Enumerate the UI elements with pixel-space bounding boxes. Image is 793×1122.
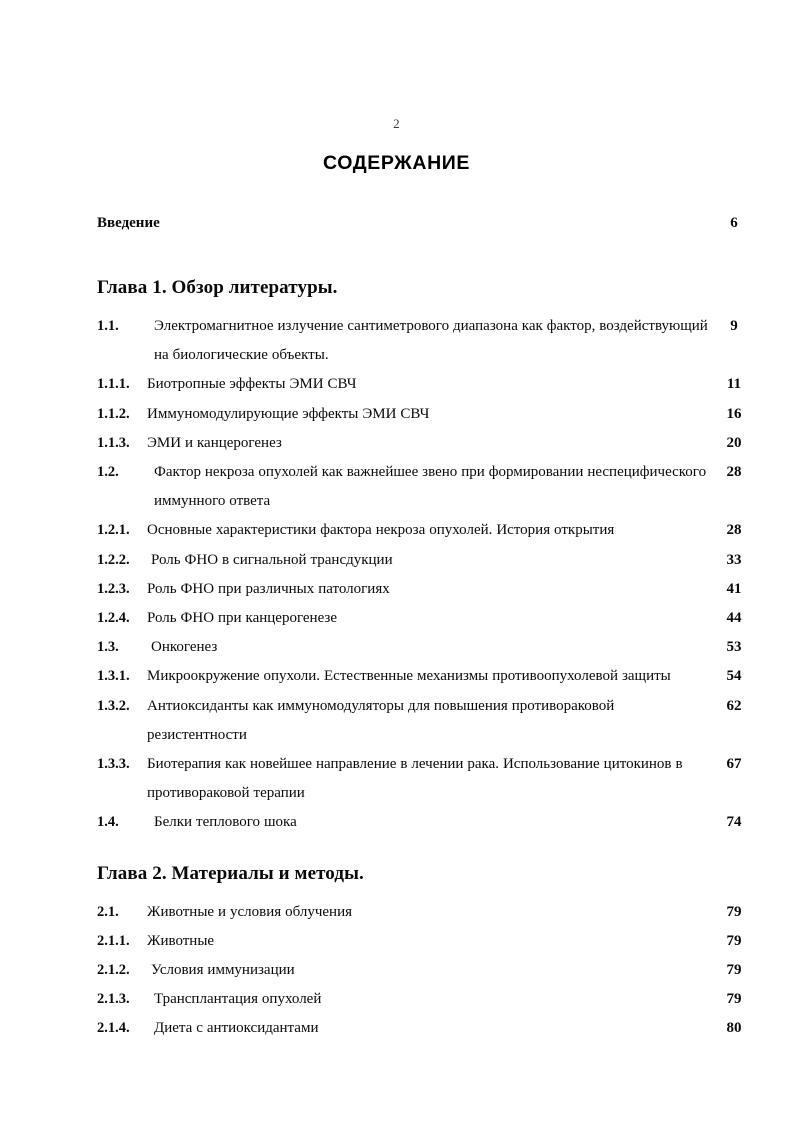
toc-entry-number: 1.4. bbox=[97, 814, 119, 831]
toc-entry-number: 1.1.3. bbox=[97, 434, 130, 451]
toc-entry-title: Животные bbox=[147, 932, 215, 949]
toc-entry-page-number: 79 bbox=[726, 932, 742, 949]
toc-entry-1-2-2[interactable] bbox=[97, 546, 757, 575]
toc-entry-title: Условия иммунизации bbox=[151, 962, 295, 979]
toc-entry-title: Диета с антиоксидантами bbox=[154, 1020, 319, 1037]
toc-entry-page-number: 16 bbox=[726, 405, 742, 422]
toc-entry-title: Антиоксиданты как иммуномодуляторы для повышения противораковой резистентности bbox=[147, 697, 615, 743]
toc-entry-title: Онкогенез bbox=[151, 639, 218, 656]
toc-entry-page-number: 28 bbox=[726, 464, 742, 481]
toc-entry-page-number: 53 bbox=[726, 639, 742, 656]
toc-entry-number: 1.2. bbox=[97, 464, 119, 481]
toc-entry-1-3-2[interactable] bbox=[97, 692, 757, 750]
toc-entry-number: 2.1. bbox=[97, 903, 119, 920]
toc-entry-1-2-3[interactable] bbox=[97, 575, 757, 604]
toc-entry-title: Животные и условия облучения bbox=[147, 903, 352, 920]
toc-entry-page-number: 28 bbox=[726, 522, 742, 539]
toc-entry-1-3[interactable] bbox=[97, 633, 757, 662]
toc-entry-title: Иммуномодулирующие эффекты ЭМИ СВЧ bbox=[147, 405, 430, 422]
toc-entry-number: 1.3.1. bbox=[97, 668, 130, 685]
toc-entry-page-number: 62 bbox=[726, 697, 742, 714]
toc-entry-title: Роль ФНО при канцерогенезе bbox=[147, 610, 338, 627]
toc-entry-number: 1.3.3. bbox=[97, 756, 130, 773]
toc-entry-1-1[interactable] bbox=[97, 312, 757, 370]
toc-entry-page-number: 41 bbox=[726, 580, 742, 597]
chapter-heading-1: Глава 1. Обзор литературы. bbox=[97, 277, 338, 298]
toc-entry-title: Электромагнитное излучение сантиметрового диапазона как фактор, воздействующий на биологические объекты. bbox=[154, 318, 708, 364]
toc-entry-title: Роль ФНО в сигнальной трансдукции bbox=[151, 551, 393, 568]
toc-entry-2-1-2[interactable] bbox=[97, 956, 757, 985]
spacer bbox=[97, 252, 757, 261]
toc-entry-title: ЭМИ и канцерогенез bbox=[147, 434, 282, 451]
toc-entry-title: Биотерапия как новейшее направление в лечении рака. Использование цитокинов в противораковой терапии bbox=[147, 756, 683, 802]
toc-entry-1-2-4[interactable] bbox=[97, 604, 757, 633]
toc-entry-number: 2.1.2. bbox=[97, 962, 130, 979]
toc-entry-number: 1.1.2. bbox=[97, 405, 130, 422]
toc-entry-page-number: 20 bbox=[726, 434, 742, 451]
toc-entry-title: Фактор некроза опухолей как важнейшее звено при формировании неспецифического иммунного ответа bbox=[154, 464, 707, 510]
toc-entry-title: Биотропные эффекты ЭМИ СВЧ bbox=[147, 376, 357, 393]
toc-entry-1-2[interactable] bbox=[97, 458, 757, 516]
toc-entry-introduction[interactable] bbox=[97, 209, 757, 238]
chapter-heading-2: Глава 2. Материалы и методы. bbox=[97, 862, 364, 884]
toc-entry-number: 1.2.2. bbox=[97, 551, 130, 568]
toc-entry-1-3-1[interactable] bbox=[97, 662, 757, 691]
toc-entry-1-2-1[interactable] bbox=[97, 516, 757, 545]
toc-entry-2-1-4[interactable] bbox=[97, 1014, 757, 1043]
toc-entry-1-1-2[interactable] bbox=[97, 400, 757, 429]
toc-entry-1-3-3[interactable] bbox=[97, 750, 757, 808]
toc-entry-2-1[interactable] bbox=[97, 898, 757, 927]
toc-entry-page-number: 6 bbox=[730, 215, 738, 231]
toc-entry-1-1-3[interactable] bbox=[97, 429, 757, 458]
toc-entry-title: Белки теплового шока bbox=[154, 814, 297, 831]
toc-entry-page-number: 44 bbox=[726, 610, 742, 627]
toc-entry-number: 1.2.3. bbox=[97, 580, 130, 597]
toc-entry-1-4[interactable] bbox=[97, 808, 757, 837]
toc-entry-page-number: 33 bbox=[726, 551, 742, 568]
toc-entry-title: Трансплантация опухолей bbox=[154, 991, 322, 1008]
toc-entry-number: 1.3.2. bbox=[97, 697, 130, 714]
toc-entry-page-number: 54 bbox=[726, 668, 742, 685]
toc-entry-number: 1.2.1. bbox=[97, 522, 130, 539]
table-of-contents bbox=[97, 209, 757, 1044]
toc-entry-number: 1.1. bbox=[97, 318, 119, 334]
toc-entry-number: 1.1.1. bbox=[97, 376, 130, 393]
toc-entry-number: 2.1.1. bbox=[97, 932, 130, 949]
toc-entry-page-number: 79 bbox=[726, 991, 742, 1008]
toc-entry-title: Основные характеристики фактора некроза опухолей. История открытия bbox=[147, 522, 615, 539]
toc-entry-page-number: 79 bbox=[726, 903, 742, 920]
toc-entry-page-number: 79 bbox=[726, 962, 742, 979]
toc-entry-number: 1.3. bbox=[97, 639, 119, 656]
toc-entry-page-number: 9 bbox=[730, 318, 738, 334]
toc-entry-page-number: 11 bbox=[726, 376, 742, 393]
toc-entry-number: 2.1.3. bbox=[97, 991, 130, 1008]
toc-entry-page-number: 74 bbox=[726, 814, 742, 831]
page-folio-number: 2 bbox=[393, 116, 400, 131]
page-title: СОДЕРЖАНИЕ bbox=[323, 152, 470, 174]
toc-entry-2-1-1[interactable] bbox=[97, 927, 757, 956]
toc-entry-title: Микроокружение опухоли. Естественные механизмы противоопухолевой защиты bbox=[147, 668, 671, 685]
toc-entry-title: Роль ФНО при различных патологиях bbox=[147, 580, 390, 597]
toc-entry-page-number: 67 bbox=[726, 756, 742, 773]
spacer bbox=[97, 838, 757, 847]
toc-entry-number: 1.2.4. bbox=[97, 610, 130, 627]
toc-entry-number: 2.1.4. bbox=[97, 1020, 130, 1037]
toc-entry-label: Введение bbox=[97, 215, 160, 231]
toc-entry-1-1-1[interactable] bbox=[97, 370, 757, 399]
toc-entry-2-1-3[interactable] bbox=[97, 985, 757, 1014]
toc-entry-page-number: 80 bbox=[726, 1020, 742, 1037]
